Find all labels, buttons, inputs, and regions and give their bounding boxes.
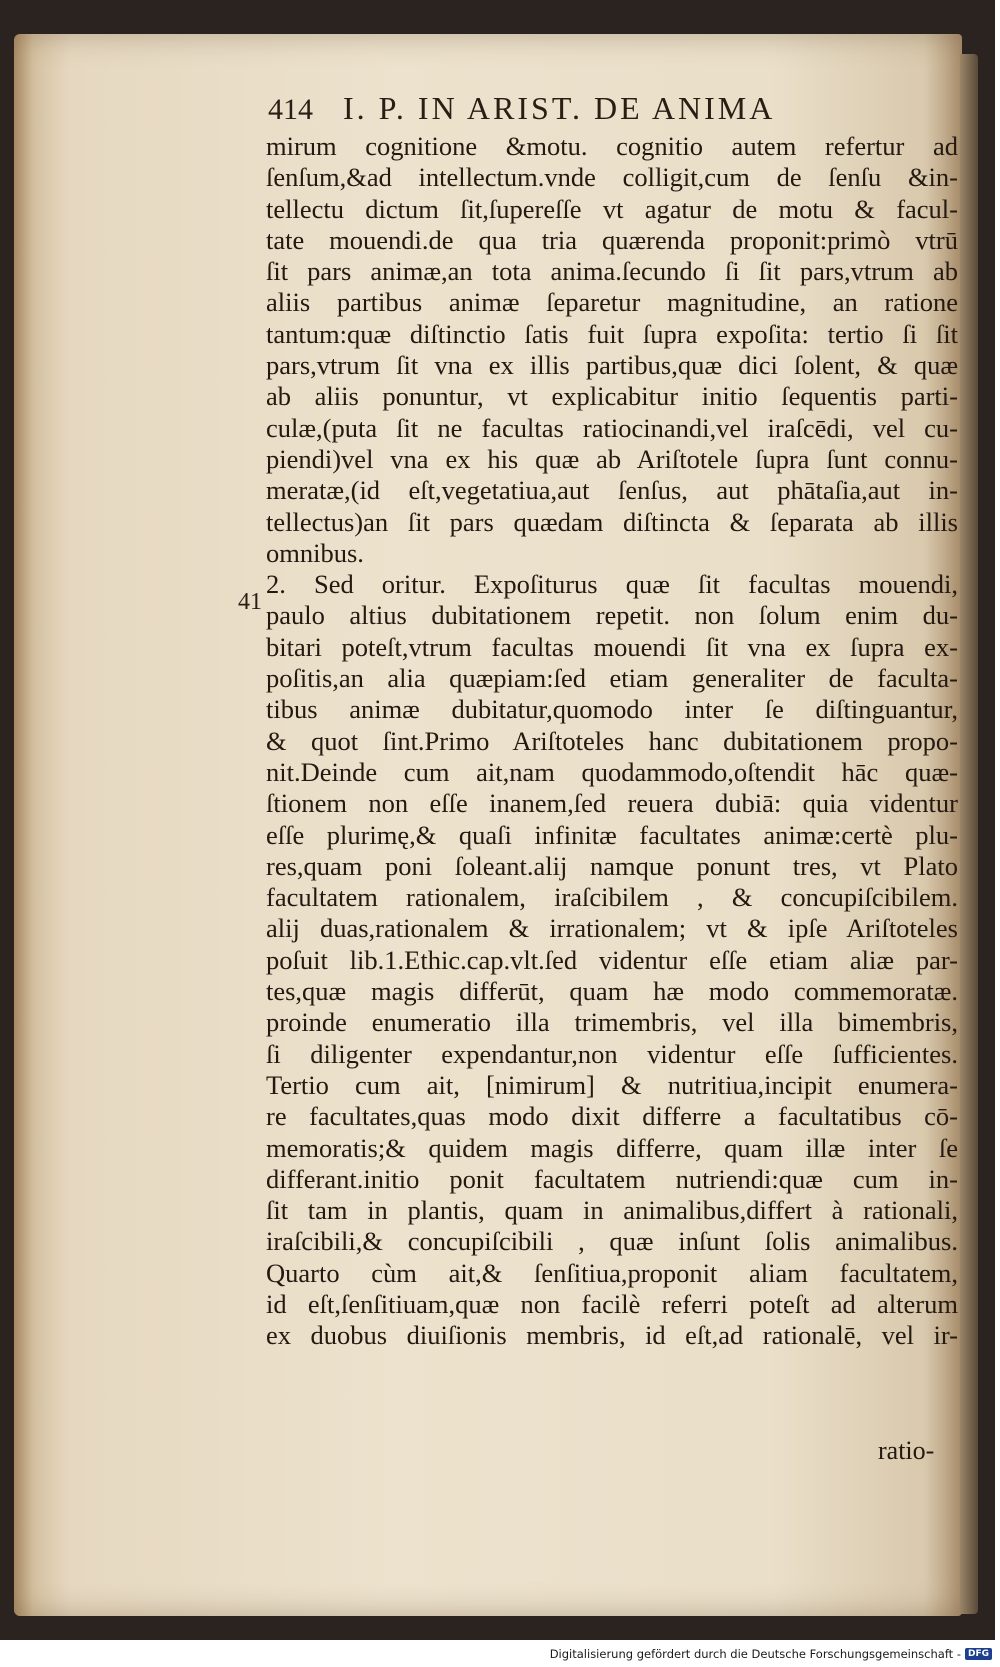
text-line: re facultates,quas modo dixit differre a facultatibus cō- — [266, 1101, 958, 1132]
footer-credit — [550, 1647, 992, 1661]
text-line: omnibus. — [266, 537, 364, 568]
text-line: ſenſum,&ad intellectum.vnde colligit,cum de ſenſu &in- — [266, 162, 958, 193]
text-line: ſit tam in plantis, quam in animalibus,differt à rationali, — [266, 1195, 958, 1226]
text-line: ſit pars animæ,an tota anima.ſecundo ſi ſit pars,vtrum ab — [266, 256, 958, 287]
text-line: mirum cognitione &motu. cognitio autem refertur ad — [266, 131, 958, 161]
text-line: ſi diligenter expendantur,non videntur eſſe ſufficientes. — [266, 1038, 958, 1069]
text-line: paulo altius dubitationem repetit. non ſolum enim du- — [266, 600, 958, 631]
page-edge — [960, 54, 978, 1614]
text-line: nit.Deinde cum ait,nam quodammodo,oſtendit hāc quæ- — [266, 756, 958, 787]
footer-text: Digitalisierung gefördert durch die Deutsche Forschungsgemeinschaft - — [549, 1647, 961, 1661]
text-line: bitari poteſt,vtrum facultas mouendi ſit vna ex ſupra ex- — [266, 631, 958, 662]
text-line: poſuit lib.1.Ethic.cap.vlt.ſed videntur eſſe etiam aliæ par- — [266, 944, 958, 975]
text-line: culæ,(puta ſit ne facultas ratiocinandi,vel iraſcēdi, vel cu- — [266, 412, 958, 443]
text-line: tellectu dictum ſit,ſupereſſe vt agatur de motu & facul- — [266, 193, 958, 224]
text-line: facultatem rationalem, iraſcibilem , & concupiſcibilem. — [266, 882, 958, 913]
text-line: proinde enumeratio illa trimembris, vel illa bimembris, — [266, 1007, 958, 1038]
margin-number: 41 — [238, 589, 262, 615]
body-text — [266, 131, 958, 1352]
running-title: I. P. IN ARIST. DE ANIMA — [343, 90, 776, 126]
text-line: 2. Sed oritur. Expoſiturus quæ ſit facultas mouendi, — [266, 569, 958, 600]
text-line: pars,vtrum ſit vna ex illis partibus,quæ dici ſolent, & quæ — [266, 350, 958, 381]
text-line: differant.initio ponit facultatem nutriendi:quæ cum in- — [266, 1163, 958, 1194]
text-line: iraſcibili,& concupiſcibili , quæ inſunt ſolis animalibus. — [266, 1226, 958, 1257]
text-line: tantum:quæ diſtinctio ſatis fuit ſupra expoſita: tertio ſi ſit — [266, 318, 958, 349]
text-line: Tertio cum ait, [nimirum] & nutritiua,incipit enumera- — [266, 1069, 958, 1100]
text-line: id eſt,ſenſitiuam,quæ non facilè referri poteſt ad alterum — [266, 1288, 958, 1319]
text-line: tellectus)an ſit pars quædam diſtincta & ſeparata ab illis — [266, 506, 958, 537]
text-line: tibus animæ dubitatur,quomodo inter ſe diſtinguantur, — [266, 694, 958, 725]
dfg-logo-icon: DFG — [965, 1648, 992, 1660]
text-line: tate mouendi.de qua tria quærenda proponit:primò vtrū — [266, 224, 958, 255]
text-line: res,quam poni ſoleant.alij namque ponunt tres, vt Plato — [266, 850, 958, 881]
text-line: poſitis,an alia quæpiam:ſed etiam generaliter de faculta- — [266, 663, 958, 694]
catchword: ratio- — [878, 1436, 935, 1465]
text-line: eſſe plurimę,& quaſi infinitæ facultates animæ:certè plu- — [266, 819, 958, 850]
text-line: piendi)vel vna ex his quæ ab Ariſtotele ſupra ſunt connu- — [266, 443, 958, 474]
text-line: memoratis;& quidem magis differre, quam illæ inter ſe — [266, 1132, 958, 1163]
text-line: ab aliis ponuntur, vt explicabitur initio ſequentis parti- — [266, 381, 958, 412]
text-line: ſtionem non eſſe inanem,ſed reuera dubiā: quia videntur — [266, 788, 958, 819]
page-number: 414 — [268, 93, 313, 126]
text-line: alij duas,rationalem & irrationalem; vt & ipſe Ariſtoteles — [266, 913, 958, 944]
running-header — [268, 90, 968, 127]
text-line: meratæ,(id eſt,vegetatiua,aut ſenſus, aut phātaſia,aut in- — [266, 475, 958, 506]
text-line: Quarto cùm ait,& ſenſitiua,proponit aliam facultatem, — [266, 1257, 958, 1288]
text-line: & quot ſint.Primo Ariſtoteles hanc dubitationem propo- — [266, 725, 958, 756]
text-line: aliis partibus animæ ſeparetur magnitudine, an ratione — [266, 287, 958, 318]
text-line: tes,quæ magis differūt, quam hæ modo commemoratæ. — [266, 976, 958, 1007]
text-line: ex duobus diuiſionis membris, id eſt,ad rationalē, vel ir- — [266, 1320, 958, 1351]
